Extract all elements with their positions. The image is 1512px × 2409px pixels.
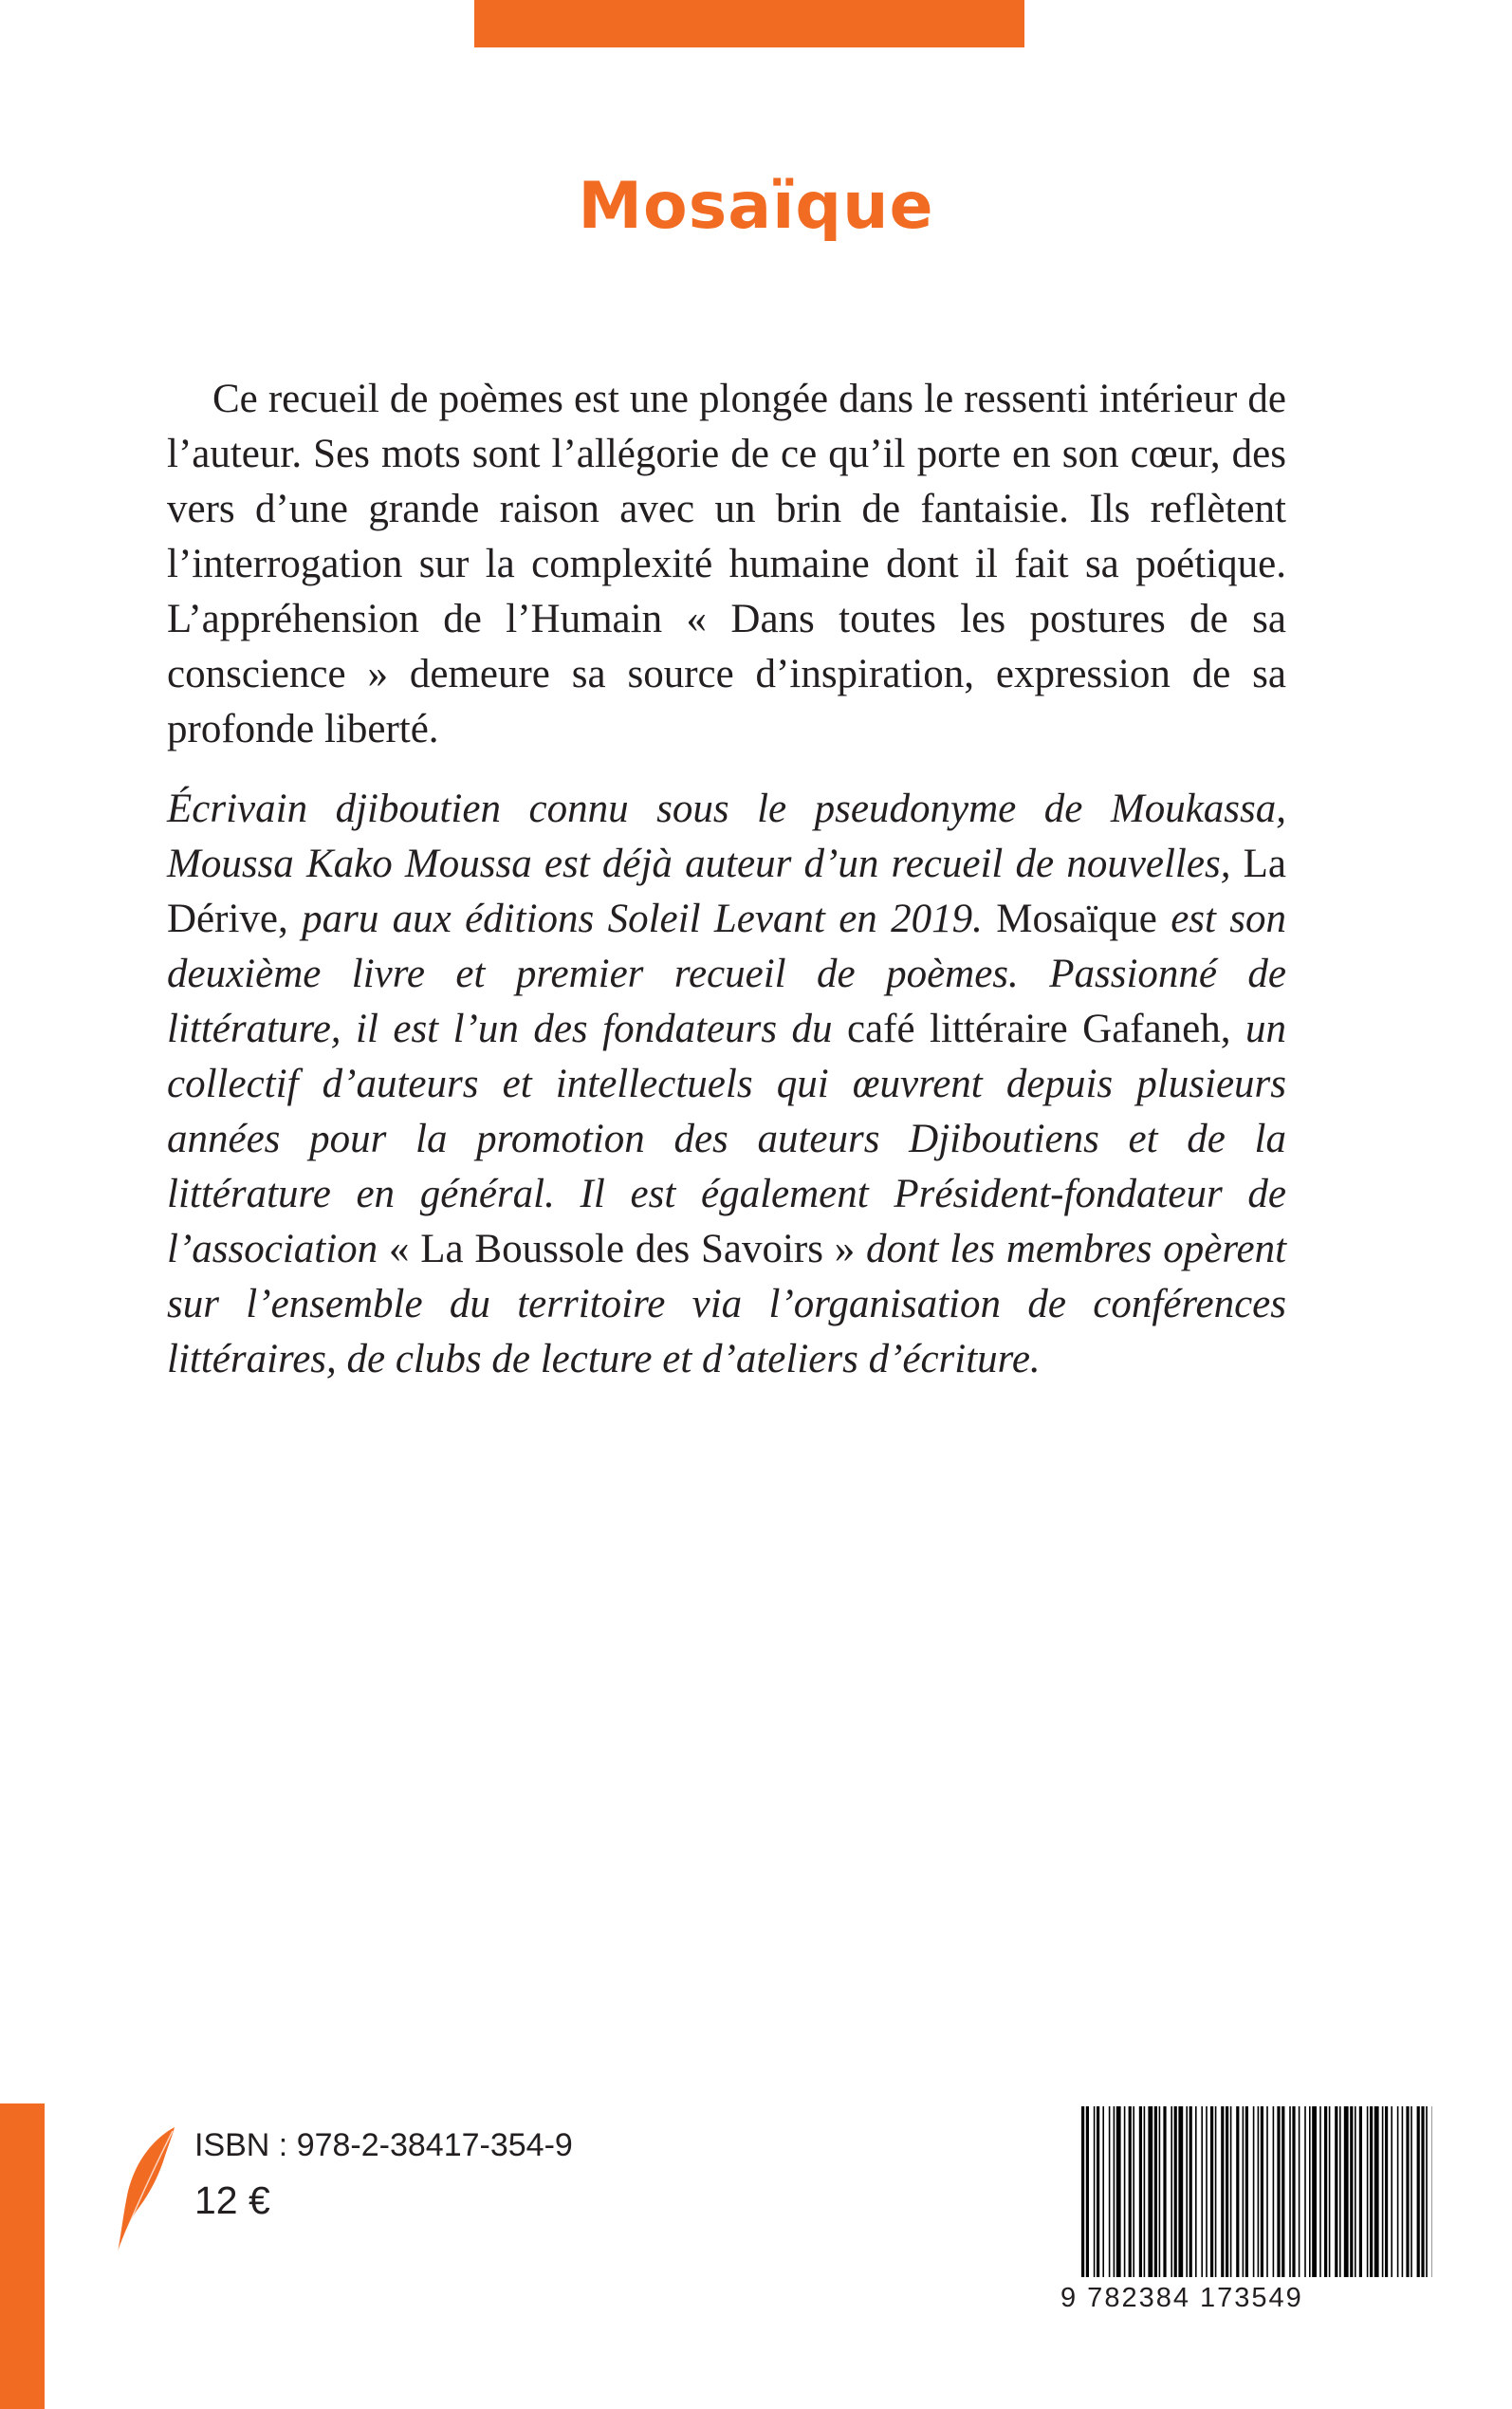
bio-text-4: un collectif d’auteurs et intellectuels qui œuvrent depuis plusieurs années pour la promotion des auteurs Djiboutiens et de la littérature en général. Il est également Président-fondateur de l’association — [167, 1007, 1286, 1271]
bio-text-1: Écrivain djiboutien connu sous le pseudonyme de Moukassa, Moussa Kako Moussa est déjà auteur d’un recueil de nouvelles, — [167, 787, 1286, 886]
bio-cafe-name: café littéraire Gafaneh, — [847, 1007, 1231, 1051]
synopsis-paragraph: Ce recueil de poèmes est une plongée dans le ressenti intérieur de l’auteur. Ses mots sont l’allégorie de ce qu’il porte en son cœur, des vers d’une grande raison avec un brin de fantaisie. Ils reflètent l’interrogation sur la complexité humaine dont il fait sa poétique. L’appréhension de l’Humain « Dans toutes les postures de sa conscience » demeure sa source d’inspiration, expression de sa profonde liberté. — [167, 377, 1286, 751]
barcode-icon — [1081, 2106, 1432, 2277]
bio-book-title-2: Mosaïque — [996, 897, 1157, 941]
bottom-left-accent-bar — [0, 2103, 45, 2409]
price-text: 12 € — [194, 2178, 270, 2222]
top-accent-bar — [474, 0, 1024, 47]
author-bio-paragraph — [167, 782, 1286, 1387]
book-title: Mosaïque — [578, 169, 934, 244]
bio-text-3: est son deuxième livre et premier recueil de poèmes. Passionné de littérature, il est l’un des fondateurs du — [167, 897, 1287, 1051]
isbn-text: ISBN : 978-2-38417-354-9 — [194, 2127, 573, 2163]
bio-association-name: « La Boussole des Savoirs » — [388, 1227, 856, 1271]
bio-book-title-1: La Dérive, — [167, 842, 1287, 941]
bio-text-2: paru aux éditions Soleil Levant en 2019. — [302, 897, 983, 941]
barcode-digits: 9 782384 173549 — [1060, 2283, 1303, 2313]
bio-text-5: dont les membres opèrent sur l’ensemble du territoire via l’organisation de conférences littéraires, de clubs de lecture et d’ateliers d’écriture. — [167, 1227, 1287, 1381]
feather-icon — [112, 2123, 180, 2256]
